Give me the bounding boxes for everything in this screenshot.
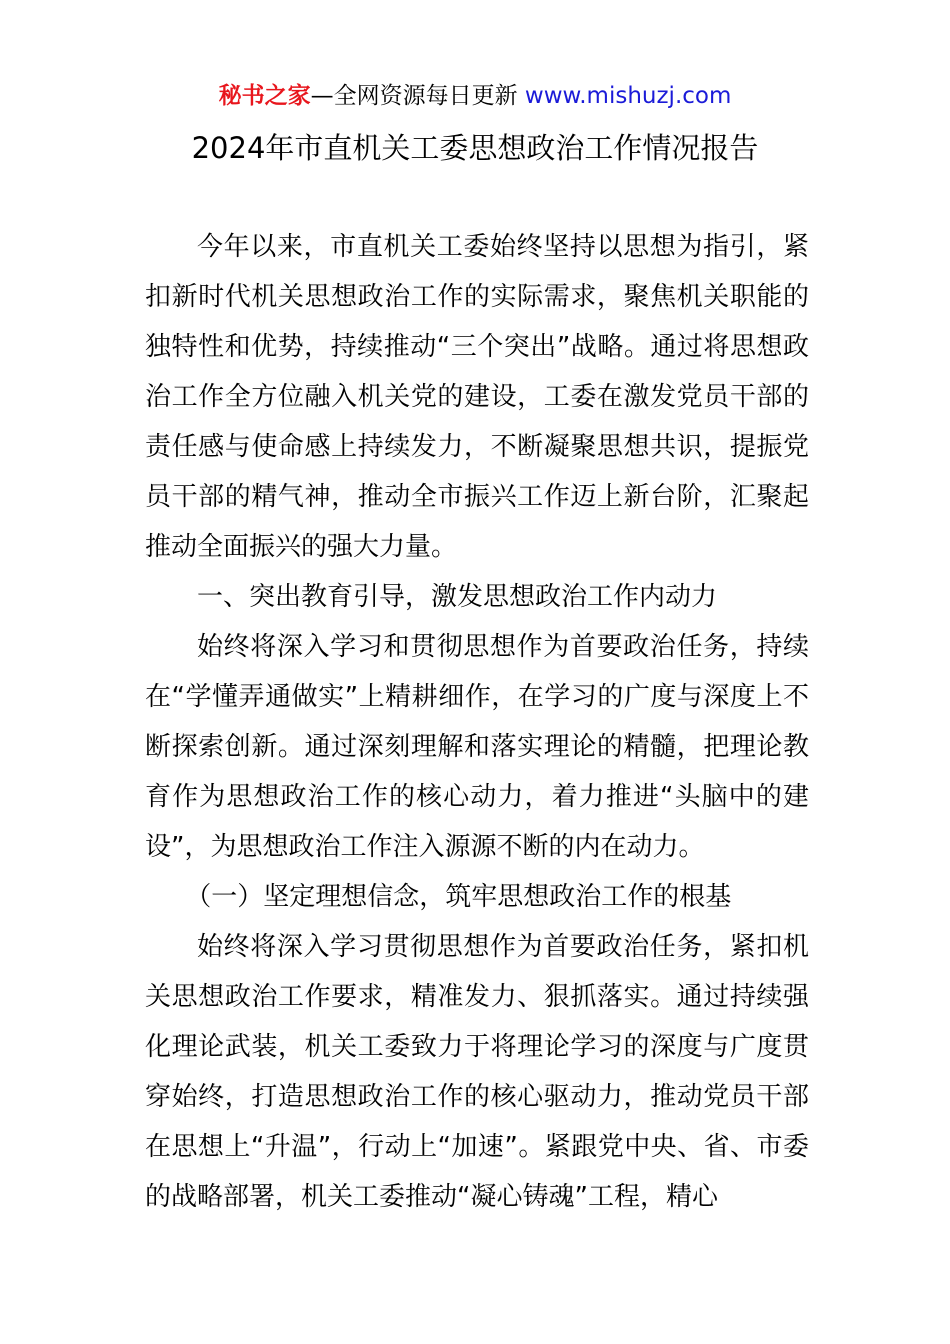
site-header xyxy=(0,80,950,112)
document-body xyxy=(145,222,809,1222)
site-url-link[interactable]: www.mishuzj.com xyxy=(524,83,732,109)
brand-name: 秘书之家 xyxy=(218,83,311,109)
subsection-1-paragraph: 始终将深入学习贯彻思想作为首要政治任务，紧扣机关思想政治工作要求，精准发力、狠抓落实。通过持续强化理论武装，机关工委致力于将理论学习的深度与广度贯穿始终，打造思想政治工作的核心驱动力，推动党员干部在思想上“升温”，行动上“加速”。紧跟党中央、省、市委的战略部署，机关工委推动“凝心铸魂”工程，精心 xyxy=(145,932,809,1212)
section-heading-1: 一、突出教育引导，激发思想政治工作内动力 xyxy=(197,582,718,612)
section-1-paragraph: 始终将深入学习和贯彻思想作为首要政治任务，持续在“学懂弄通做实”上精耕细作，在学习的广度与深度上不断探索创新。通过深刻理解和落实理论的精髓，把理论教育作为思想政治工作的核心动力，着力推进“头脑中的建设”，为思想政治工作注入源源不断的内在动力。 xyxy=(145,632,809,862)
header-tagline: —全网资源每日更新 xyxy=(310,83,525,109)
subsection-heading-1: （一）坚定理想信念，筑牢思想政治工作的根基 xyxy=(185,882,732,912)
document-title: 2024年市直机关工委思想政治工作情况报告 xyxy=(191,131,759,165)
intro-paragraph: 今年以来，市直机关工委始终坚持以思想为指引，紧扣新时代机关思想政治工作的实际需求，聚焦机关职能的独特性和优势，持续推动“三个突出”战略。通过将思想政治工作全方位融入机关党的建设，工委在激发党员干部的责任感与使命感上持续发力，不断凝聚思想共识，提振党员干部的精气神，推动全市振兴工作迈上新台阶，汇聚起推动全面振兴的强大力量。 xyxy=(145,232,809,562)
